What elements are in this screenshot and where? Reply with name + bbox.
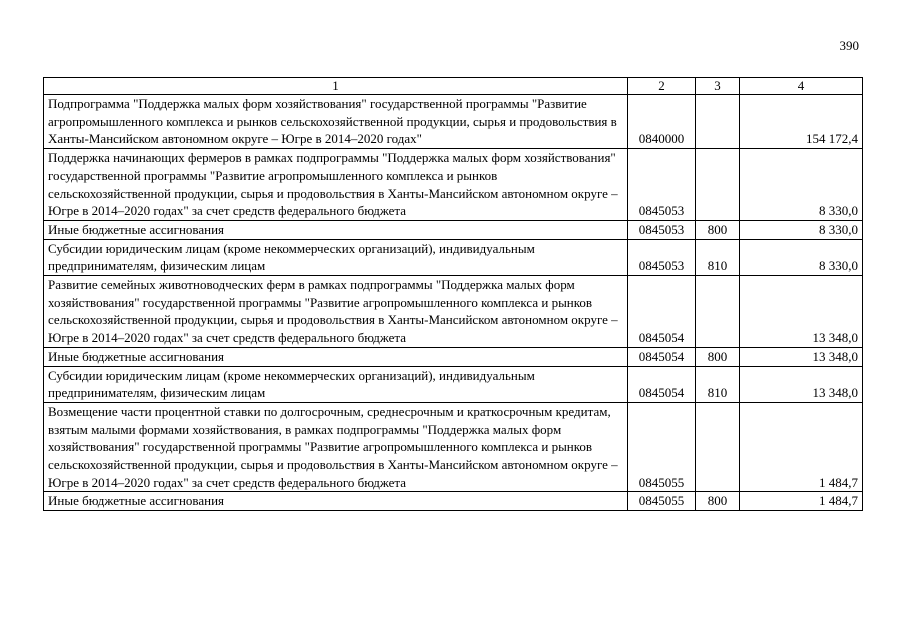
page-number: 390	[839, 38, 859, 53]
row-code: 0845053	[628, 149, 696, 221]
row-amount: 8 330,0	[740, 239, 863, 275]
table-row	[44, 347, 863, 366]
row-kvr: 800	[696, 347, 740, 366]
row-name: Иные бюджетные ассигнования	[44, 347, 628, 366]
row-amount: 1 484,7	[740, 402, 863, 492]
row-code: 0845053	[628, 239, 696, 275]
row-kvr	[696, 402, 740, 492]
budget-table	[43, 77, 863, 511]
table-header-row	[44, 78, 863, 95]
table-row	[44, 366, 863, 402]
table-row	[44, 402, 863, 492]
row-amount: 154 172,4	[740, 95, 863, 149]
row-kvr	[696, 95, 740, 149]
row-amount: 13 348,0	[740, 366, 863, 402]
column-header: 2	[628, 78, 696, 95]
table-row	[44, 492, 863, 511]
column-header: 3	[696, 78, 740, 95]
row-name: Развитие семейных животноводческих ферм в рамках подпрограммы "Поддержка малых форм хозяйствования" государственной программы "Развитие агропромышленного комплекса и рынков сельскохозяйственной продукции, сырья и продовольствия в Ханты-Мансийском автономном округе – Югре в 2014–2020 годах" за счет средств федерального бюджета	[44, 276, 628, 348]
row-amount: 8 330,0	[740, 149, 863, 221]
row-kvr	[696, 276, 740, 348]
row-amount: 13 348,0	[740, 347, 863, 366]
row-code: 0840000	[628, 95, 696, 149]
row-amount: 8 330,0	[740, 220, 863, 239]
row-kvr: 810	[696, 239, 740, 275]
table-row	[44, 149, 863, 221]
row-amount: 1 484,7	[740, 492, 863, 511]
table-row	[44, 95, 863, 149]
row-code: 0845054	[628, 347, 696, 366]
column-header: 4	[740, 78, 863, 95]
row-kvr: 800	[696, 492, 740, 511]
row-name: Иные бюджетные ассигнования	[44, 492, 628, 511]
row-code: 0845055	[628, 402, 696, 492]
row-code: 0845054	[628, 276, 696, 348]
row-name: Субсидии юридическим лицам (кроме некоммерческих организаций), индивидуальным предпринимателям, физическим лицам	[44, 366, 628, 402]
table-row	[44, 276, 863, 348]
row-name: Возмещение части процентной ставки по долгосрочным, среднесрочным и краткосрочным кредитам, взятым малыми формами хозяйствования, в рамках подпрограммы "Поддержка малых форм хозяйствования" государственной программы "Развитие агропромышленного комплекса и рынков сельскохозяйственной продукции, сырья и продовольствия в Ханты-Мансийском автономном округе – Югре в 2014–2020 годах" за счет средств федерального бюджета	[44, 402, 628, 492]
row-code: 0845054	[628, 366, 696, 402]
row-kvr: 800	[696, 220, 740, 239]
column-header: 1	[44, 78, 628, 95]
table-row	[44, 220, 863, 239]
row-name: Подпрограмма "Поддержка малых форм хозяйствования" государственной программы "Развитие агропромышленного комплекса и рынков сельскохозяйственной продукции, сырья и продовольствия в Ханты-Мансийском автономном округе – Югре в 2014–2020 годах"	[44, 95, 628, 149]
row-code: 0845053	[628, 220, 696, 239]
row-name: Иные бюджетные ассигнования	[44, 220, 628, 239]
row-name: Поддержка начинающих фермеров в рамках подпрограммы "Поддержка малых форм хозяйствования" государственной программы "Развитие агропромышленного комплекса и рынков сельскохозяйственной продукции, сырья и продовольствия в Ханты-Мансийском автономном округе – Югре в 2014–2020 годах" за счет средств федерального бюджета	[44, 149, 628, 221]
row-kvr: 810	[696, 366, 740, 402]
row-name: Субсидии юридическим лицам (кроме некоммерческих организаций), индивидуальным предпринимателям, физическим лицам	[44, 239, 628, 275]
row-kvr	[696, 149, 740, 221]
table-row	[44, 239, 863, 275]
row-amount: 13 348,0	[740, 276, 863, 348]
row-code: 0845055	[628, 492, 696, 511]
